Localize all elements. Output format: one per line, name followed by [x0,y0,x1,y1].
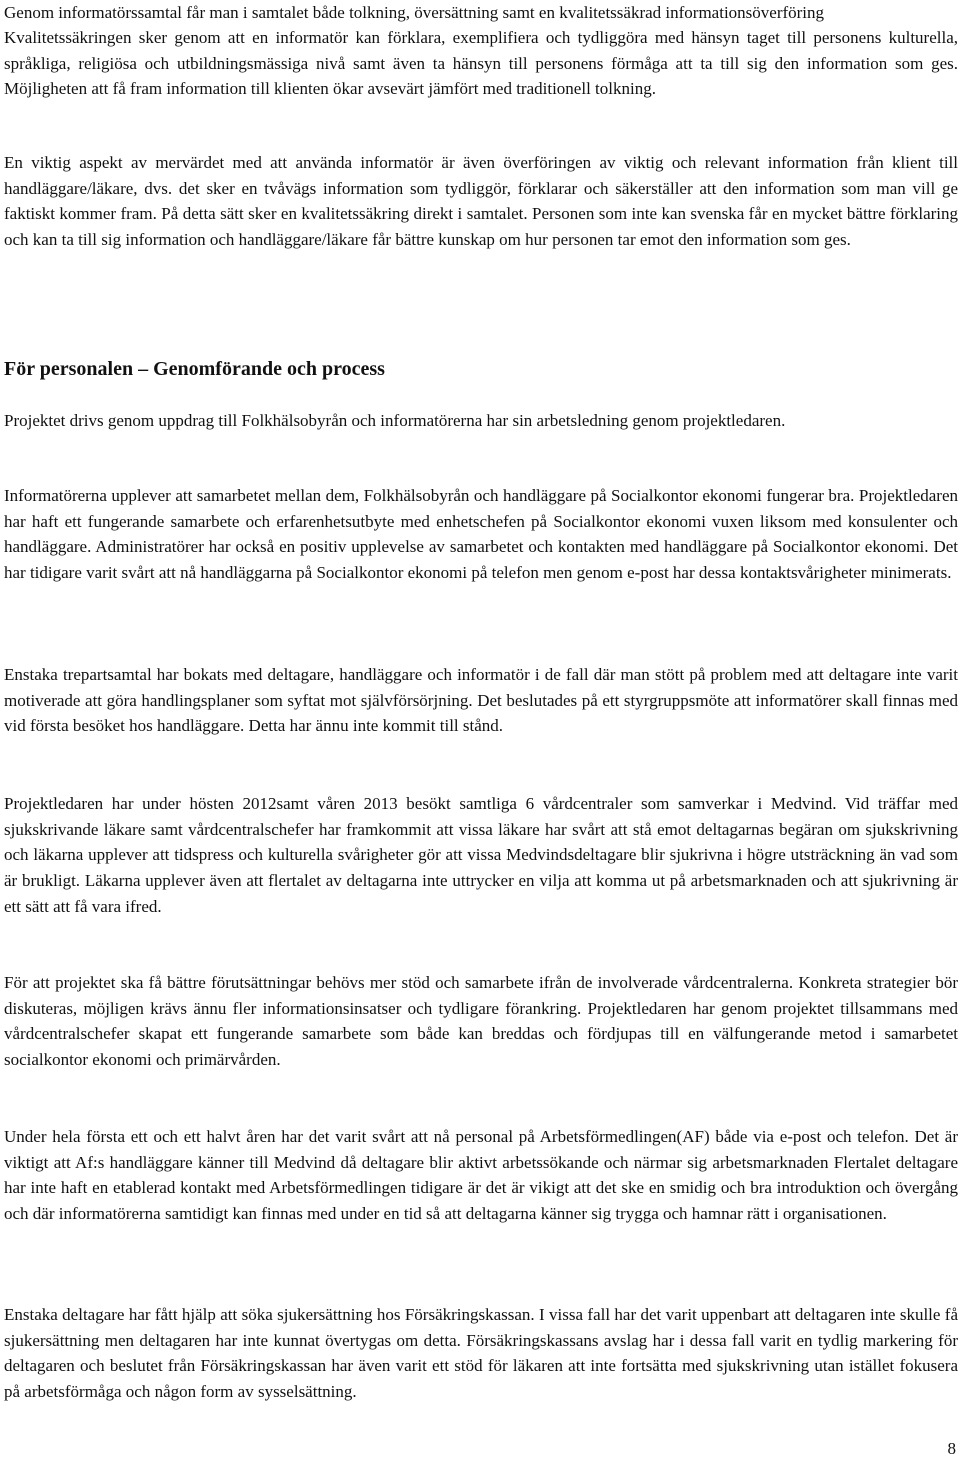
quality-paragraph: Kvalitetssäkringen sker genom att en informatör kan förklara, exemplifiera och tydliggöra med hänsyn taget till personens kulturella, språkliga, religiösa och utbildningsmässiga nivå samt även ta hänsyn till personens förmåga att ta till sig den information som ges. Möjligheten att få fram information till klienten ökar avsevärt jämfört med traditionell tolkning. [4,28,958,99]
intro-paragraph [4,0,958,26]
section-paragraph-1: Projektet drivs genom uppdrag till Folkhälsobyrån och informatörerna har sin arbetsledning genom projektledaren. [4,411,786,430]
intro-first-line: Genom informatörssamtal får man i samtalet både tolkning, översättning samt en kvalitetssäkrad informationsöverföring [4,3,825,22]
section-paragraph-4: Projektledaren har under hösten 2012samt våren 2013 besökt samtliga 6 vårdcentraler som samverkar i Medvind. Vid träffar med sjukskrivande läkare samt vårdcentralschefer har framkommit att vissa läkare har svårt att stå emot deltagarnas begäran om sjukskrivning och läkarna upplever att tidspress och kulturella svårigheter gör att vissa Medvindsdeltagare blir sjukrivna i högre utsträckning än vad som är brukligt. Läkarna upplever även att flertalet av deltagarna inte uttrycker en vilja att komma ut på arbetsmarknaden och att sjukrivning är ett sätt att få vara ifred. [4,794,958,916]
section-paragraph-7: Enstaka deltagare har fått hjälp att söka sjukersättning hos Försäkringskassan. I vissa fall har det varit uppenbart att deltagaren inte skulle få sjukersättning men deltagaren har inte kunnat övertygas om detta. Försäkringskassans avslag har i dessa fall varit en tydlig markering för deltagaren och beslutet från Försäkringskassan har även varit ett stöd för läkaren att inte fortsätta med sjukskrivning utan istället fokusera på arbetsförmåga och någon form av sysselsättning. [4,1305,958,1402]
section-paragraph-3: Enstaka trepartsamtal har bokats med deltagare, handläggare och informatör i de fall där man stött på problem med att deltagare inte varit motiverade att göra handlingsplaner som syftat mot självförsörjning. Det beslutades på ett styrgruppsmöte att informatörer skall finnas med vid första besöket hos handläggare. Detta har ännu inte kommit till stånd. [4,665,958,736]
added-value-paragraph: En viktig aspekt av mervärdet med att använda informatör är även överföringen av viktig och relevant information från klient till handläggare/läkare, dvs. det sker en tvåvägs information som tydliggör, förklarar och säkerställer att den information som man vill ge faktiskt kommer fram. På detta sätt sker en kvalitetssäkring direkt i samtalet. Personen som inte kan svenska får en mycket bättre förklaring och kan ta till sig information och handläggare/läkare får bättre kunskap om hur personen tar emot den information som ges. [4,153,958,250]
section-paragraph-5: För att projektet ska få bättre förutsättningar behövs mer stöd och samarbete ifrån de involverade vårdcentralerna. Konkreta strategier bör diskuteras, möjligen krävs ännu fler informationsinsatser och tydligare förankring. Projektledaren har genom projektet tillsammans med vårdcentralschefer skapat ett fungerande samarbete som både kan breddas och fördjupas till en välfungerande metod i samarbetet socialkontor ekonomi och primärvården. [4,973,958,1070]
section-paragraph-2: Informatörerna upplever att samarbetet mellan dem, Folkhälsobyrån och handläggare på Socialkontor ekonomi fungerar bra. Projektledaren har haft ett fungerande samarbete och erfarenhetsutbyte med enhetschefen på Socialkontor ekonomi vuxen liksom med konsulenter och handläggare. Administratörer har också en positiv upplevelse av samarbetet och kontakten med handläggare på Socialkontor ekonomi. Det har tidigare varit svårt att nå handläggarna på Socialkontor ekonomi på telefon men genom e-post har dessa kontaktsvårigheter minimerats. [4,486,958,583]
section-paragraph-6: Under hela första ett och ett halvt åren har det varit svårt att nå personal på Arbetsförmedlingen(AF) både via e-post och telefon. Det är viktigt att Af:s handläggare känner till Medvind då deltagare blir aktivt arbetssökande och närmar sig arbetsmarknaden Flertalet deltagare har inte haft en etablerad kontakt med Arbetsförmedlingen tidigare är det är vikigt att det ske en smidig och bra introduktion och övergång och där informatörerna samtidigt kan finnas med under en tid så att deltagarna känner sig trygga och hamnar rätt i organisationen. [4,1127,958,1224]
section-heading: För personalen – Genomförande och process [4,358,385,380]
page-number: 8 [947,1439,956,1458]
